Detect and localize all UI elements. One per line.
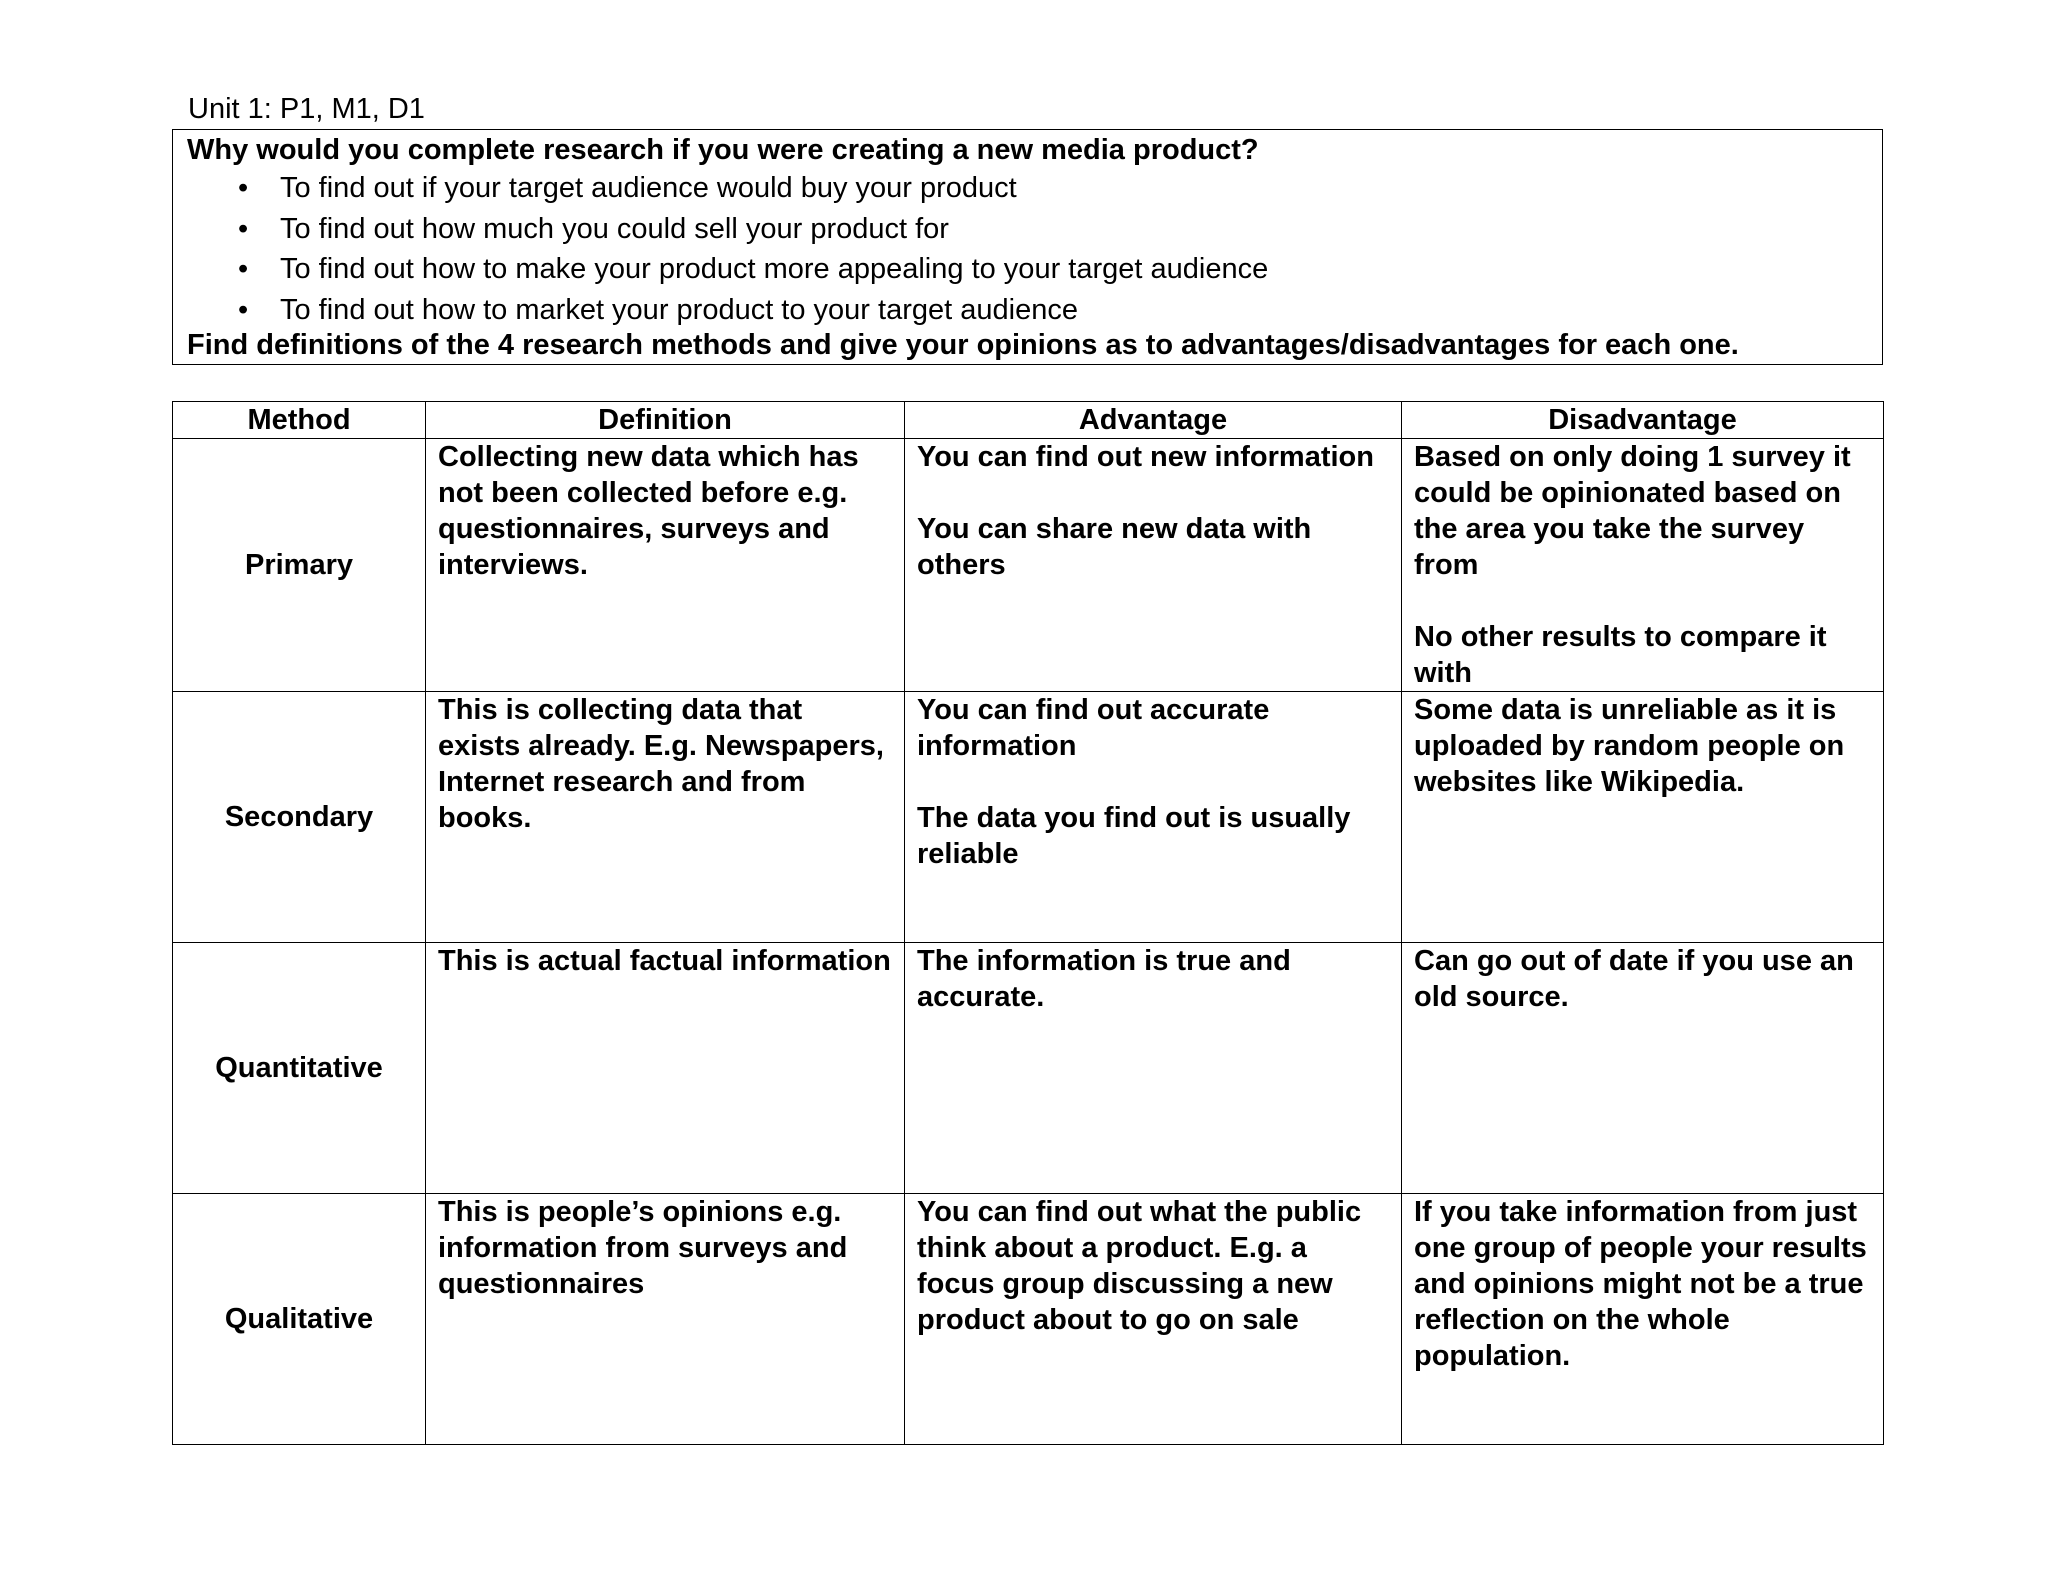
disadvantage-cell bbox=[1402, 439, 1884, 692]
cell-text: No other results to compare it with bbox=[1414, 621, 1827, 689]
method-cell: Primary bbox=[173, 439, 426, 692]
research-methods-table bbox=[172, 401, 1884, 1445]
cell-text: This is people’s opinions e.g. information from surveys and questionnaires bbox=[438, 1196, 848, 1300]
bullet-icon: • bbox=[238, 293, 249, 326]
disadvantage-cell bbox=[1402, 1194, 1884, 1445]
bullet-text: To find out how much you could sell your product for bbox=[280, 212, 949, 245]
cell-text: You can find out new information bbox=[917, 441, 1374, 473]
advantage-cell bbox=[905, 1194, 1402, 1445]
list-item bbox=[173, 209, 1268, 250]
cell-text: This is collecting data that exists already. E.g. Newspapers, Internet research and from books. bbox=[438, 694, 884, 834]
table-row bbox=[173, 439, 1884, 692]
bullet-icon: • bbox=[238, 212, 249, 245]
advantage-cell bbox=[905, 943, 1402, 1194]
table-row bbox=[173, 1194, 1884, 1445]
cell-text: Based on only doing 1 survey it could be opinionated based on the area you take the survey from bbox=[1414, 441, 1851, 581]
bullet-icon: • bbox=[238, 172, 249, 204]
cell-text: This is actual factual information bbox=[438, 945, 891, 977]
header-advantage: Advantage bbox=[905, 402, 1402, 439]
header-method: Method bbox=[173, 402, 426, 439]
cell-text: Can go out of date if you use an old source. bbox=[1414, 945, 1854, 1013]
method-cell: Secondary bbox=[173, 692, 426, 943]
list-item bbox=[173, 168, 1268, 209]
definition-cell bbox=[426, 943, 905, 1194]
header-definition: Definition bbox=[426, 402, 905, 439]
cell-text: You can share new data with others bbox=[917, 513, 1312, 581]
unit-label: Unit 1: P1, M1, D1 bbox=[188, 93, 425, 125]
cell-text: If you take information from just one group of people your results and opinions might not be a true reflection on the whole population. bbox=[1414, 1196, 1867, 1372]
bullet-text: To find out how to make your product more appealing to your target audience bbox=[280, 253, 1269, 285]
bullet-text: To find out how to market your product to your target audience bbox=[280, 293, 1078, 326]
definition-cell bbox=[426, 692, 905, 943]
header-disadvantage: Disadvantage bbox=[1402, 402, 1884, 439]
method-cell: Qualitative bbox=[173, 1194, 426, 1445]
bullet-text: To find out if your target audience would buy your product bbox=[280, 172, 1017, 204]
table-header-row bbox=[173, 402, 1884, 439]
table-row bbox=[173, 692, 1884, 943]
list-item bbox=[173, 249, 1268, 290]
cell-text: The data you find out is usually reliable bbox=[917, 802, 1351, 870]
list-item bbox=[173, 290, 1268, 331]
intro-question: Why would you complete research if you were creating a new media product? bbox=[187, 134, 1259, 166]
advantage-cell bbox=[905, 692, 1402, 943]
disadvantage-cell bbox=[1402, 943, 1884, 1194]
method-cell: Quantitative bbox=[173, 943, 426, 1194]
advantage-cell bbox=[905, 439, 1402, 692]
definition-cell bbox=[426, 439, 905, 692]
cell-text: Some data is unreliable as it is uploaded by random people on websites like Wikipedia. bbox=[1414, 694, 1845, 798]
intro-box bbox=[172, 129, 1883, 365]
bullet-icon: • bbox=[238, 253, 249, 285]
table-row bbox=[173, 943, 1884, 1194]
cell-text: You can find out accurate information bbox=[917, 694, 1270, 762]
cell-text: The information is true and accurate. bbox=[917, 945, 1291, 1013]
cell-text: Collecting new data which has not been collected before e.g. questionnaires, surveys and interviews. bbox=[438, 441, 859, 581]
definition-cell bbox=[426, 1194, 905, 1445]
disadvantage-cell bbox=[1402, 692, 1884, 943]
cell-text: You can find out what the public think about a product. E.g. a focus group discussing a new product about to go on sale bbox=[917, 1196, 1362, 1336]
intro-bullet-list bbox=[173, 168, 1268, 330]
intro-task: Find definitions of the 4 research methods and give your opinions as to advantages/disadvantages for each one. bbox=[187, 329, 1739, 361]
